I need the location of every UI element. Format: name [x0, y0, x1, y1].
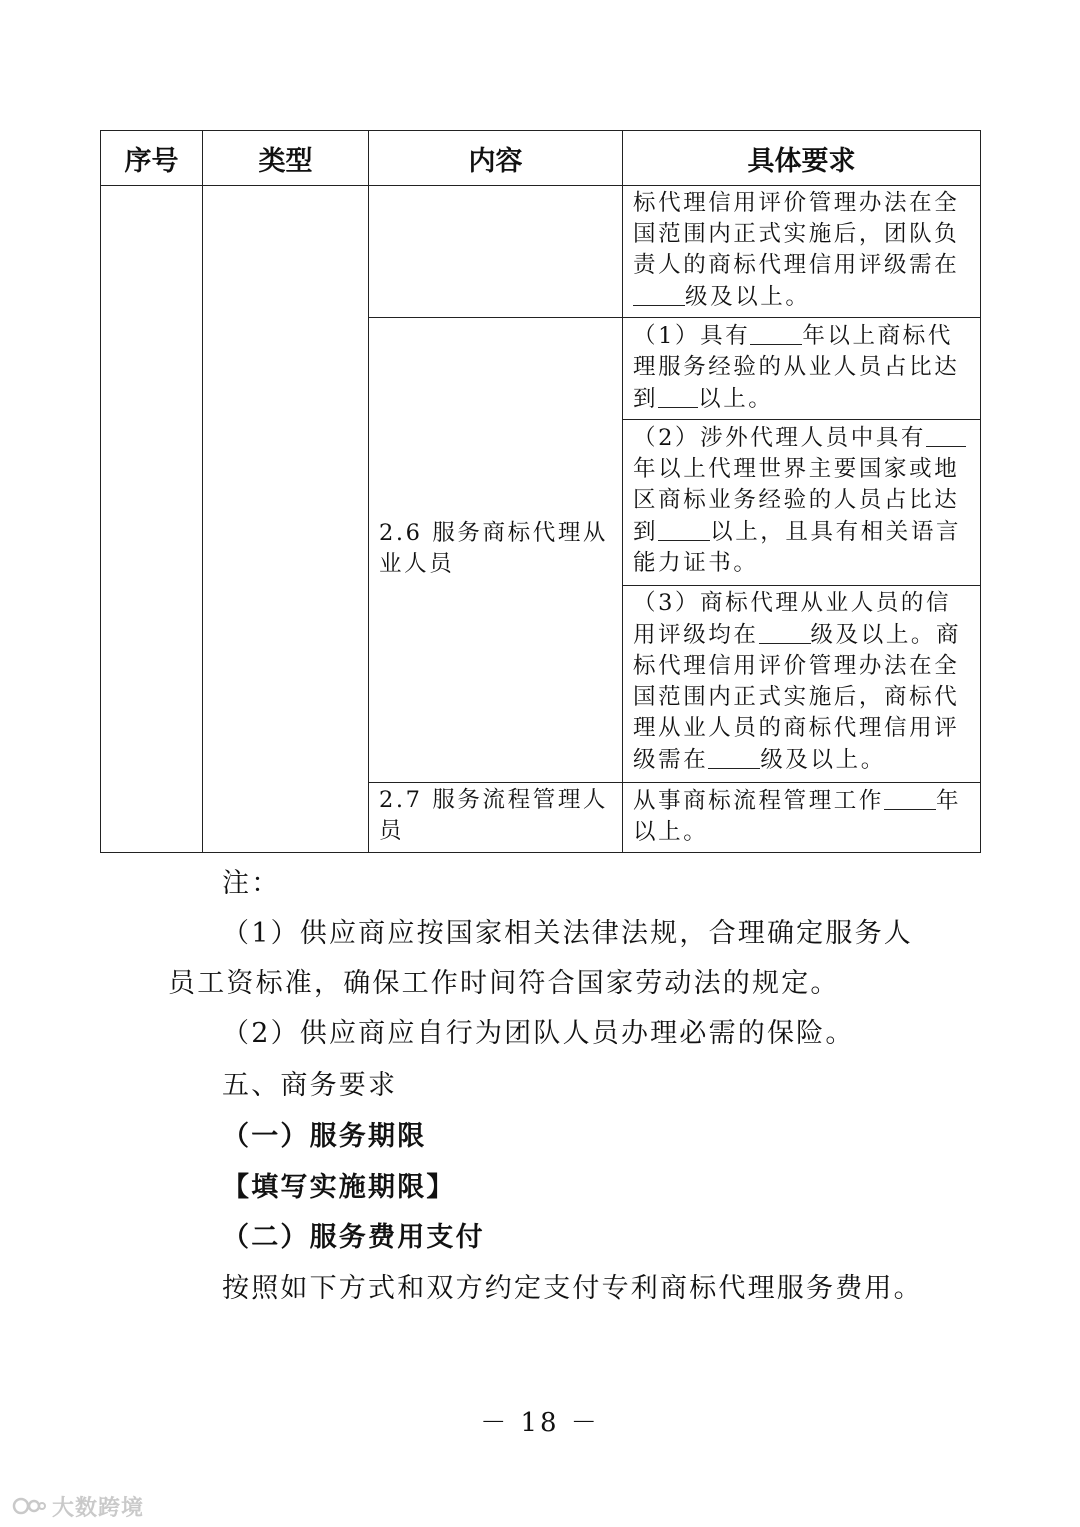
header-serial: 序号 [101, 131, 203, 186]
blank-line [884, 785, 936, 810]
requirement-text: （2）涉外代理人员中具有 [633, 425, 927, 451]
content-cell-empty [369, 186, 623, 318]
content-cell [369, 318, 623, 783]
notes-label: 注： [222, 868, 281, 899]
type-cell [203, 186, 369, 853]
requirement-text: （1）具有 [633, 323, 751, 349]
requirement-text: 级及以上。 [685, 284, 811, 310]
blank-line [926, 422, 966, 447]
page-number: － 18 － [480, 1408, 600, 1438]
requirement-cell [623, 186, 981, 318]
note-1-line-2: 员工资标准，确保工作时间符合国家劳动法的规定。 [168, 968, 840, 999]
requirement-cell [623, 318, 981, 420]
requirement-text: 从事商标流程管理工作 [633, 788, 885, 814]
watermark [12, 1492, 144, 1520]
content-text: 2.6 服务商标代理从业人员 [379, 520, 609, 577]
header-type: 类型 [203, 131, 369, 186]
requirement-text: 级及以上。 [760, 747, 886, 773]
section-heading: 五、商务要求 [222, 1070, 398, 1101]
serial-cell [101, 186, 203, 853]
note-1-line-1: （1）供应商应按国家相关法律法规，合理确定服务人 [222, 918, 913, 949]
requirements-table [100, 130, 981, 853]
watermark-logo-icon [12, 1494, 46, 1518]
requirement-text: 以上。 [698, 386, 774, 412]
requirement-text: （3）商标代理从业人员的信用评级均在 [633, 590, 952, 648]
requirement-text: 年以上商标代理服务经验的从业人员占比达到 [633, 323, 960, 412]
content-text: 2.7 服务流程管理人员 [379, 787, 609, 844]
subsection-heading-2: （二）服务费用支付 [222, 1222, 485, 1253]
blank-line [708, 744, 760, 769]
placeholder-text: 【填写实施期限】 [222, 1172, 456, 1203]
blank-line [658, 383, 698, 408]
requirement-cell [623, 586, 981, 783]
table-header-row [101, 131, 981, 186]
requirement-text: 年以上代理世界主要国家或地区商标业务经验的人员占比达到 [633, 456, 960, 545]
requirement-cell [623, 420, 981, 586]
requirement-text: 级及以上。商标代理信用评价管理办法在全国范围内正式实施后，商标代理从业人员的商标代理信用评级需在 [633, 622, 962, 773]
header-requirement: 具体要求 [623, 131, 981, 186]
table-row [101, 186, 981, 318]
header-content: 内容 [369, 131, 623, 186]
payment-text: 按照如下方式和双方约定支付专利商标代理服务费用。 [222, 1273, 923, 1304]
requirement-text: 年以上。 [633, 788, 962, 845]
blank-line [759, 619, 811, 644]
content-cell [369, 783, 623, 853]
requirement-cell [623, 783, 981, 853]
requirement-text: 以上，且具有相关语言能力证书。 [633, 519, 962, 576]
blank-line [658, 516, 710, 541]
subsection-heading-1: （一）服务期限 [222, 1121, 427, 1152]
blank-line [750, 320, 802, 345]
requirement-text: 标代理信用评价管理办法在全国范围内正式实施后，团队负责人的商标代理信用评级需在 [633, 190, 960, 278]
note-2: （2）供应商应自行为团队人员办理必需的保险。 [222, 1018, 855, 1049]
watermark-text: 大数跨境 [52, 1495, 145, 1521]
blank-line [633, 281, 685, 306]
